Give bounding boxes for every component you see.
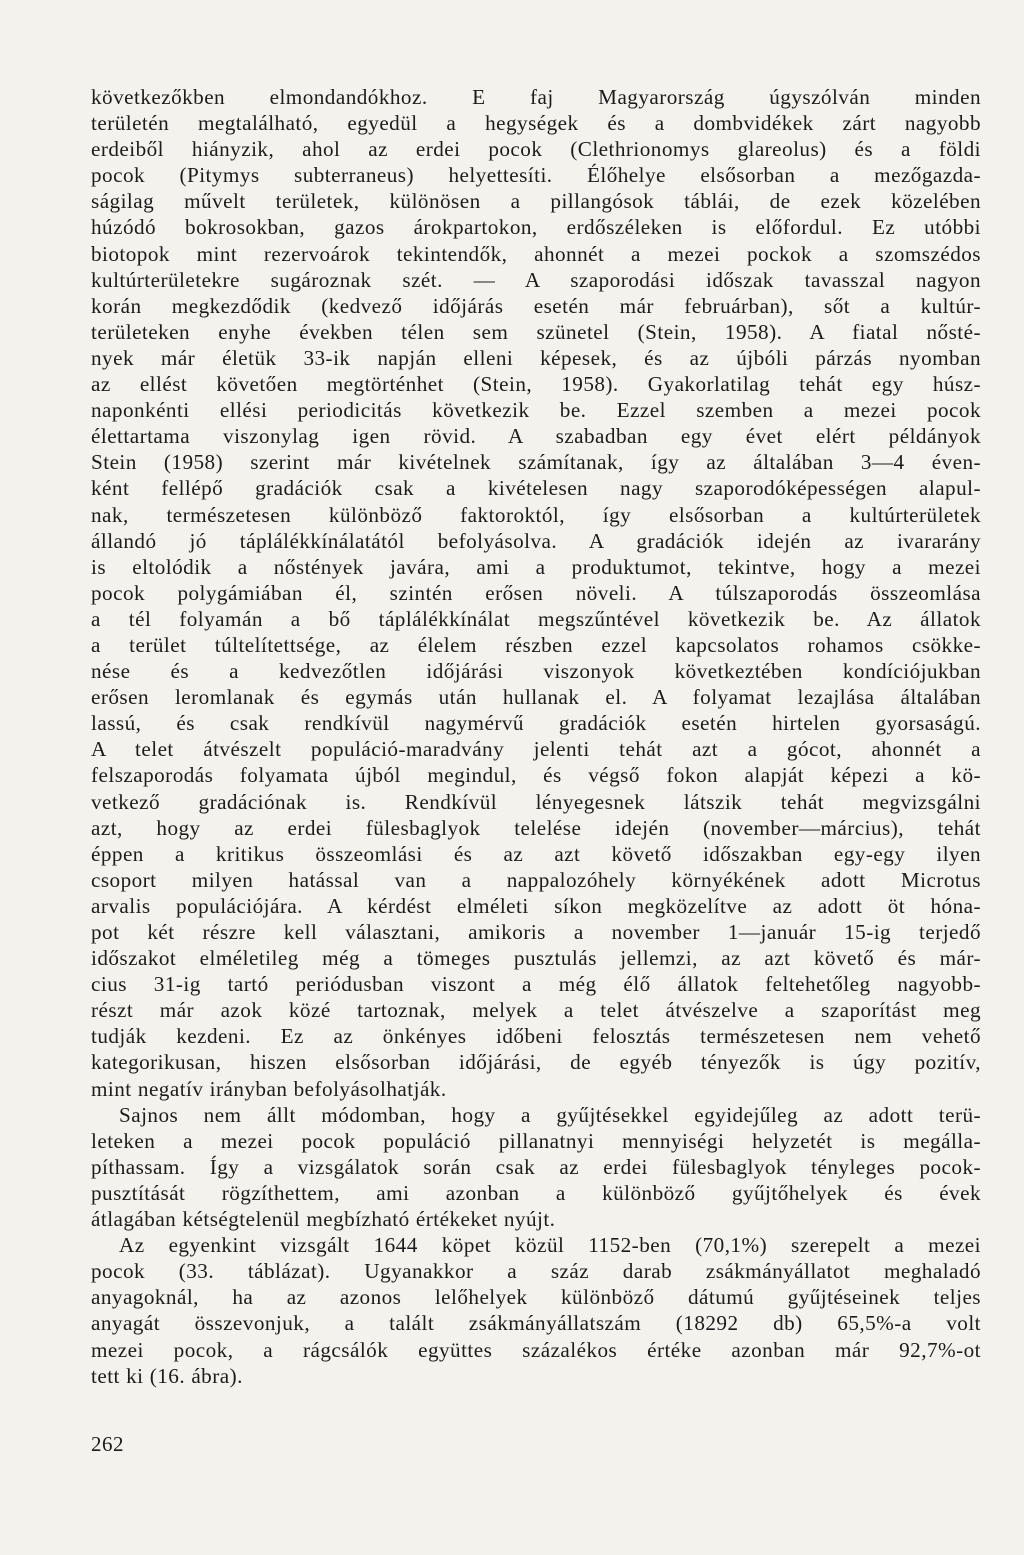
text-line: az ellést követően megtörténhet (Stein, 1958). Gyakorlatilag tehát egy húsz- — [91, 372, 981, 397]
text-line: tett ki (16. ábra). — [91, 1363, 243, 1388]
text-line: leteken a mezei pocok populáció pillanatnyi mennyiségi helyzetét is megálla- — [91, 1128, 981, 1153]
text-line: Sajnos nem állt módomban, hogy a gyűjtésekkel egyidejűleg az adott terü- — [119, 1102, 981, 1127]
text-line: Stein (1958) szerint már kivételnek számítanak, így az általában 3—4 éven- — [91, 450, 981, 475]
text-line: nése és a kedvezőtlen időjárási viszonyok következtében kondíciójukban — [91, 659, 981, 684]
text-line: felszaporodás folyamata újból megindul, és végső fokon alapját képezi a kö- — [91, 763, 981, 788]
text-line: erdeiből hiányzik, ahol az erdei pocok (Clethrionomys glareolus) és a földi — [91, 137, 981, 162]
text-line: húzódó bokrosokban, gazos árokpartokon, erdőszéleken is előfordul. Ez utóbbi — [91, 215, 981, 240]
text-line: éppen a kritikus összeomlási és az azt követő időszakban egy-egy ilyen — [91, 841, 981, 866]
text-line: kultúrterületekre sugároznak szét. — A szaporodási időszak tavasszal nagyon — [91, 267, 981, 292]
text-line: anyagoknál, ha az azonos lelőhelyek különböző dátumú gyűjtéseinek teljes — [91, 1285, 981, 1310]
text-line: átlagában kétségtelenül megbízható értékeket nyújt. — [91, 1207, 556, 1232]
text-line: arvalis populációjára. A kérdést elméleti síkon megközelítve az adott öt hóna- — [91, 893, 981, 918]
text-line: pocok (33. táblázat). Ugyanakkor a száz darab zsákmányállatot meghaladó — [91, 1259, 981, 1284]
text-line: állandó jó táplálékkínálatától befolyásolva. A gradációk idején az ivararány — [91, 528, 981, 553]
text-line: pocok (Pitymys subterraneus) helyettesíti. Élőhelye elsősorban a mezőgazda- — [91, 163, 981, 188]
text-line: a tél folyamán a bő táplálékkínálat megszűntével következik be. Az állatok — [91, 606, 981, 631]
text-line: pusztítását rögzíthettem, ami azonban a különböző gyűjtőhelyek és évek — [91, 1180, 981, 1205]
text-line: ként fellépő gradációk csak a kivételesen nagy szaporodóképességen alapul- — [91, 476, 981, 501]
text-line: mezei pocok, a rágcsálók együttes százalékos értéke azonban már 92,7%-ot — [91, 1337, 981, 1362]
text-line: erősen leromlanak és egymás után hullanak el. A folyamat lezajlása általában — [91, 685, 981, 710]
text-line: területén megtalálható, egyedül a hegységek és a dombvidékek zárt nagyobb — [91, 111, 981, 136]
text-line: ságilag művelt területek, különösen a pillangósok táblái, de ezek közelében — [91, 189, 981, 214]
text-line: tudják kezdeni. Ez az önkényes időbeni felosztás természetesen nem vehető — [91, 1024, 981, 1049]
text-line: időszakot elméletileg még a tömeges pusztulás jellemzi, az azt követő és már- — [91, 946, 981, 971]
text-line: azt, hogy az erdei fülesbaglyok telelése idején (november—március), tehát — [91, 815, 981, 840]
page-number: 262 — [91, 1432, 124, 1456]
text-line: csoport milyen hatással van a nappalozóhely környékének adott Microtus — [91, 867, 981, 892]
body-text — [91, 84, 981, 1389]
text-line: vetkező gradációnak is. Rendkívül lényegesnek látszik tehát megvizsgálni — [91, 789, 981, 814]
text-line: korán megkezdődik (kedvező időjárás esetén már februárban), sőt a kultúr- — [91, 293, 981, 318]
text-line: píthassam. Így a vizsgálatok során csak az erdei fülesbaglyok tényleges pocok- — [91, 1154, 981, 1179]
text-line: a terület túltelítettsége, az élelem részben ezzel kapcsolatos rohamos csökke- — [91, 632, 981, 657]
text-line: is eltolódik a nőstények javára, ami a produktumot, tekintve, hogy a mezei — [91, 554, 981, 579]
text-line: élettartama viszonylag igen rövid. A szabadban egy évet elért példányok — [91, 424, 981, 449]
text-line: mint negatív irányban befolyásolhatják. — [91, 1076, 447, 1101]
text-line: nak, természetesen különböző faktoroktól, így elsősorban a kultúrterületek — [91, 502, 981, 527]
text-line: naponkénti ellési periodicitás következik be. Ezzel szemben a mezei pocok — [91, 398, 981, 423]
text-line: nyek már életük 33-ik napján elleni képesek, és az újbóli párzás nyomban — [91, 345, 981, 370]
text-line: kategorikusan, hiszen elsősorban időjárási, de egyéb tényezők is úgy pozitív, — [91, 1050, 981, 1075]
text-line: biotopok mint rezervoárok tekintendők, ahonnét a mezei pockok a szomszédos — [91, 241, 981, 266]
text-line: területeken enyhe években télen sem szünetel (Stein, 1958). A fiatal nősté- — [91, 319, 981, 344]
text-line: anyagát összevonjuk, a talált zsákmányállatszám (18292 db) 65,5%-a volt — [91, 1311, 981, 1336]
text-line: következőkben elmondandókhoz. E faj Magyarország úgyszólván minden — [91, 85, 981, 109]
text-line: részt már azok közé tartoznak, melyek a telet átvészelve a szaporítást meg — [91, 998, 981, 1023]
text-line: pot két részre kell választani, amikoris a november 1—január 15-ig terjedő — [91, 920, 981, 944]
text-line: Az egyenkint vizsgált 1644 köpet közül 1152-ben (70,1%) szerepelt a mezei — [119, 1233, 981, 1258]
text-line: cius 31-ig tartó periódusban viszont a még élő állatok feltehetőleg nagyobb- — [91, 972, 981, 997]
text-line: A telet átvészelt populáció-maradvány jelenti tehát azt a gócot, ahonnét a — [91, 737, 981, 762]
text-line: lassú, és csak rendkívül nagymérvű gradációk esetén hirtelen gyorsaságú. — [91, 711, 981, 736]
text-line: pocok polygámiában él, szintén erősen növeli. A túlszaporodás összeomlása — [91, 580, 981, 605]
